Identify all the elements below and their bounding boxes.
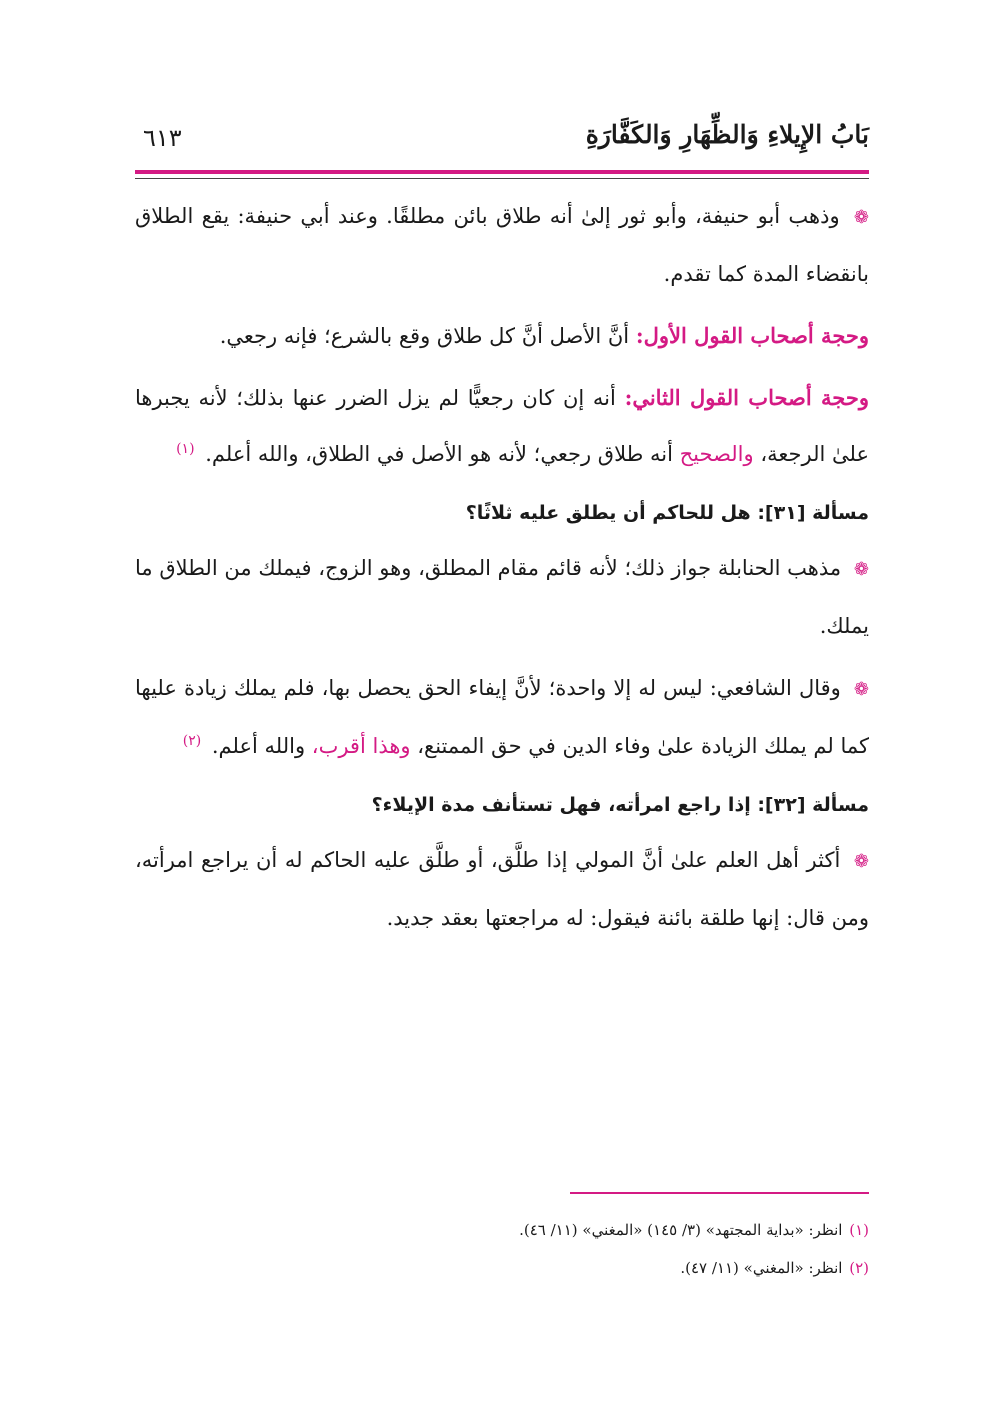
issue-32-heading: مسألة [٣٢]: إذا راجع امرأته، فهل تستأنف مدة الإيلاء؟ xyxy=(371,794,869,816)
paragraph-3 xyxy=(135,370,869,482)
paragraph-1 xyxy=(135,188,869,302)
preferred-opinion-highlight: وهذا أقرب، xyxy=(311,734,411,758)
paragraph-1-text: وذهب أبو حنيفة، وأبو ثور إلىٰ أنه طلاق بائن مطلقًا. وعند أبي حنيفة: يقع الطلاق بانقضاء المدة كما تقدم. xyxy=(135,204,869,286)
footnote-ref-1[interactable]: (١) xyxy=(176,441,195,457)
paragraph-5-text-a: وقال الشافعي: ليس له إلا واحدة؛ لأنَّ إيفاء الحق يحصل بها، فلم يملك زيادة عليها كما لم يملك الزيادة علىٰ وفاء الدين في حق الممتنع، xyxy=(135,676,869,758)
paragraph-5 xyxy=(135,660,869,774)
flower-icon: ❁ xyxy=(853,207,869,228)
flower-icon: ❁ xyxy=(853,559,869,580)
paragraph-6-text: أكثر أهل العلم علىٰ أنَّ المولي إذا طلَّق، أو طلَّق عليه الحاكم له أن يراجع امرأته، ومن قال: إنها طلقة بائنة فيقول: له مراجعتها بعقد جديد. xyxy=(135,848,869,930)
preferred-opinion-highlight: والصحيح xyxy=(679,442,754,466)
footnote-number: (١) xyxy=(849,1221,869,1239)
header-rule-thin xyxy=(135,178,869,179)
page-header xyxy=(135,118,869,168)
running-title: بَابُ الإِيلاءِ وَالظِّهَارِ وَالكَفَّارَةِ xyxy=(585,120,869,149)
paragraph-5-text-b: والله أعلم. xyxy=(211,734,306,758)
header-rule-thick xyxy=(135,170,869,174)
paragraph-3-text-b: أنه طلاق رجعي؛ لأنه هو الأصل في الطلاق، والله أعلم. xyxy=(205,442,673,466)
paragraph-2-text: أنَّ الأصل أنَّ كل طلاق وقع بالشرع؛ فإنه رجعي. xyxy=(219,324,630,348)
paragraph-2 xyxy=(135,308,869,364)
paragraph-4 xyxy=(135,540,869,654)
footnote-number: (٢) xyxy=(849,1259,869,1277)
footnote-text: انظر: «بداية المجتهد» (٣/ ١٤٥) «المغني» (١١/ ٤٦). xyxy=(519,1221,843,1239)
main-text xyxy=(135,188,869,946)
footnote-separator xyxy=(570,1192,869,1194)
paragraph-6 xyxy=(135,832,869,946)
paragraph-3-text-a: أنه إن كان رجعيًّا لم يزل الضرر عنها بذلك؛ لأنه يجبرها علىٰ الرجعة، xyxy=(135,386,869,466)
argument-label-first: وحجة أصحاب القول الأول: xyxy=(635,323,869,348)
flower-icon: ❁ xyxy=(853,851,869,872)
footnote-2 xyxy=(135,1256,869,1280)
page-number: ٦١٣ xyxy=(143,124,182,152)
paragraph-4-text: مذهب الحنابلة جواز ذلك؛ لأنه قائم مقام المطلق، وهو الزوج، فيملك من الطلاق ما يملك. xyxy=(135,556,869,638)
footnote-ref-2[interactable]: (٢) xyxy=(182,733,202,749)
footnotes xyxy=(135,1218,869,1294)
flower-icon: ❁ xyxy=(853,679,869,700)
footnote-1 xyxy=(135,1218,869,1242)
footnote-text: انظر: «المغني» (١١/ ٤٧). xyxy=(680,1259,843,1277)
issue-31-heading: مسألة [٣١]: هل للحاكم أن يطلق عليه ثلاثًا؟ xyxy=(465,502,869,524)
argument-label-second: وحجة أصحاب القول الثاني: xyxy=(624,385,869,410)
